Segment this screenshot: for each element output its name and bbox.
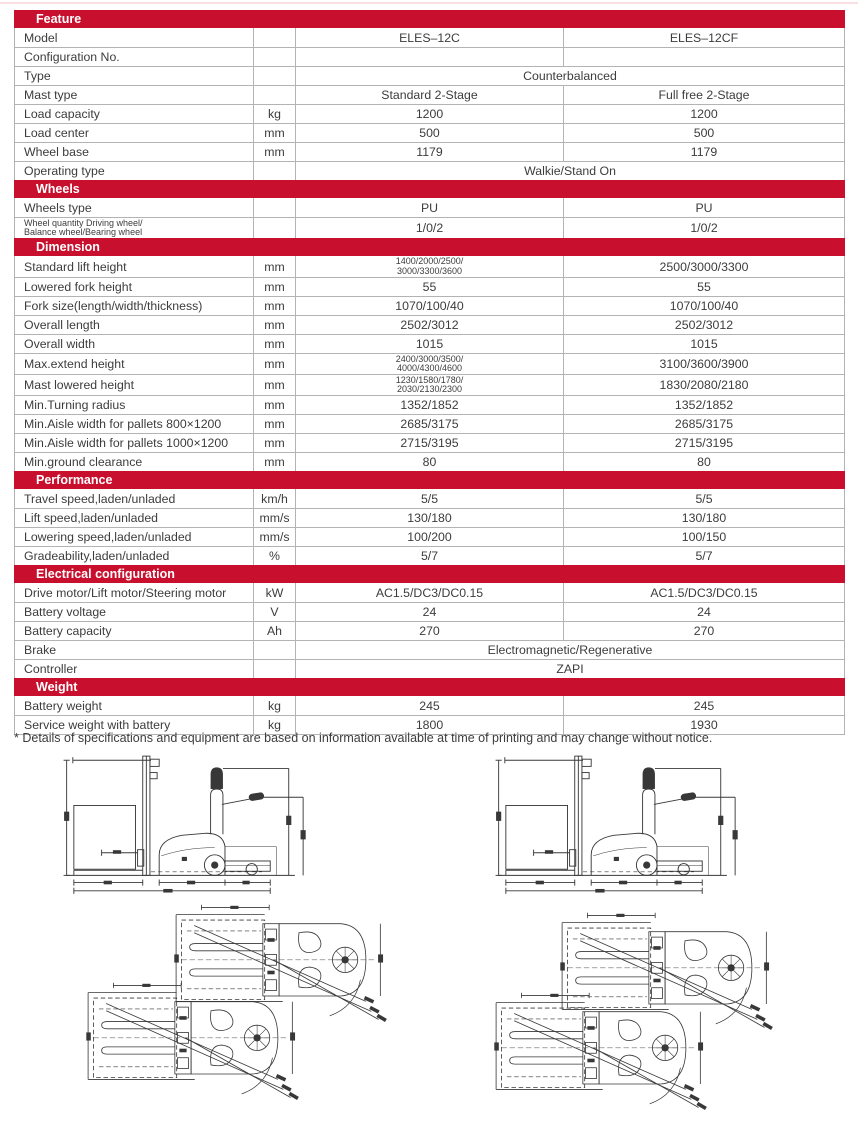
spec-label-cell — [15, 143, 254, 161]
spec-label: Load capacity — [24, 107, 100, 121]
spec-row — [15, 583, 844, 602]
value-cell-eles-12cf: PU — [695, 200, 713, 215]
unit-cell: mm — [254, 335, 296, 353]
spec-row — [15, 489, 844, 508]
value-cell-eles-12c: 1200 — [296, 105, 564, 123]
spec-label: Min.Aisle width for pallets 800×1200 — [24, 417, 222, 431]
spec-label-cell — [15, 509, 254, 527]
spec-row — [15, 277, 844, 296]
spec-label: Standard lift height — [24, 259, 127, 274]
value-cell-eles-12cf: 245 — [693, 698, 715, 713]
value-cell-eles-12c — [296, 256, 564, 277]
spec-row — [15, 85, 844, 104]
value-cell-eles-12cf: 2715/3195 — [674, 436, 734, 450]
value-cell-eles-12c: PU — [296, 198, 564, 217]
spec-label: Mast lowered height — [24, 378, 135, 392]
spec-label: Min.ground clearance — [24, 455, 143, 469]
spec-label: Model — [24, 30, 58, 45]
value-cell-eles-12c: 2715/3195 — [296, 434, 564, 452]
unit-cell: mm — [254, 415, 296, 433]
top-accent-line — [0, 2, 858, 4]
spec-label: Wheel base — [24, 145, 89, 159]
spec-label: Battery capacity — [24, 624, 112, 638]
spec-row — [15, 217, 844, 238]
value-cell-eles-12cf: 80 — [697, 455, 711, 469]
spec-row — [15, 334, 844, 353]
spec-row — [15, 640, 844, 659]
section-header-weight — [14, 678, 845, 696]
value-cell-eles-12cf: 5/7 — [695, 549, 713, 563]
value-cell-eles-12cf: AC1.5/DC3/DC0.15 — [650, 585, 758, 600]
spec-label-cell — [15, 528, 254, 546]
spec-row — [15, 256, 844, 277]
spec-row — [15, 47, 844, 66]
spec-row — [15, 374, 844, 395]
spec-label: Battery voltage — [24, 605, 107, 619]
value-line1: 1230/1580/1780/ — [395, 375, 464, 385]
spec-row — [15, 66, 844, 85]
spec-label-cell — [15, 434, 254, 452]
spec-label-cell — [15, 660, 254, 678]
unit-cell: % — [254, 547, 296, 565]
unit-cell: kg — [254, 696, 296, 715]
spec-label-cell — [15, 278, 254, 296]
value-cell-eles-12cf: 24 — [697, 605, 711, 619]
value-cell-eles-12cf: 1070/100/40 — [669, 299, 739, 313]
unit-cell — [254, 86, 296, 104]
unit-cell: mm — [254, 124, 296, 142]
value-cell-eles-12cf: 100/150 — [681, 530, 727, 544]
unit-cell: mm — [254, 316, 296, 334]
unit-cell: mm — [254, 354, 296, 374]
value-cell-eles-12cf: 1830/2080/2180 — [659, 378, 749, 392]
spec-row — [15, 142, 844, 161]
spec-label: Battery weight — [24, 698, 102, 713]
unit-cell — [254, 67, 296, 85]
unit-cell — [254, 162, 296, 180]
value-cell-eles-12c: 1352/1852 — [296, 396, 564, 414]
spec-label: Service weight with battery — [24, 718, 171, 732]
spec-row — [15, 315, 844, 334]
unit-cell — [254, 641, 296, 659]
unit-cell: Ah — [254, 622, 296, 640]
unit-cell: mm — [254, 143, 296, 161]
value-cell-eles-12c: 2502/3012 — [296, 316, 564, 334]
spec-row — [15, 353, 844, 374]
spec-label-cell — [15, 198, 254, 217]
value-cell-eles-12c: 80 — [296, 453, 564, 471]
footnote: * Details of specifications and equipment are based on information available at time of printing and may change without notice. — [14, 731, 713, 745]
unit-cell — [254, 28, 296, 47]
value-cell-eles-12c: 1/0/2 — [296, 218, 564, 238]
section-header-label: Performance — [36, 473, 113, 487]
value-cell-eles-12cf: 1179 — [690, 145, 718, 159]
value-line2: 4000/4300/4600 — [396, 363, 463, 373]
value-cell-eles-12cf: 2500/3000/3300 — [659, 259, 749, 274]
spec-label: Wheel quantity Driving wheel/ — [24, 218, 143, 228]
spec-label-line2: Balance wheel/Bearing wheel — [24, 227, 143, 237]
spec-label: Gradeability,laden/unladed — [24, 549, 170, 563]
spec-label: Max.extend height — [24, 357, 125, 371]
value-cell-eles-12cf: ELES–12CF — [669, 30, 739, 45]
value-cell-eles-12c: 245 — [296, 696, 564, 715]
spec-label-cell — [15, 28, 254, 47]
section-header-feature — [14, 10, 845, 28]
section-header-label: Electrical configuration — [36, 567, 175, 581]
spec-label: Lowering speed,laden/unladed — [24, 530, 192, 544]
spec-label-cell — [15, 415, 254, 433]
spec-label-cell — [15, 375, 254, 395]
section-header-label: Feature — [36, 12, 82, 26]
spec-label-cell — [15, 453, 254, 471]
section-header-performance — [14, 471, 845, 489]
spec-row — [15, 508, 844, 527]
spec-label: Load center — [24, 126, 89, 140]
value-line1: 2400/3000/3500/ — [395, 354, 464, 364]
spec-label-cell — [15, 297, 254, 315]
value-cell-eles-12c: 5/7 — [296, 547, 564, 565]
spec-row — [15, 659, 844, 678]
value-cell-both-models: Electromagnetic/Regenerative — [487, 643, 653, 657]
value-cell-eles-12cf: 1352/1852 — [674, 398, 734, 412]
unit-cell: mm — [254, 278, 296, 296]
spec-label: Brake — [24, 643, 57, 657]
top-view-turning-drawing-left-lower — [84, 980, 310, 1102]
value-cell-eles-12cf: 1200 — [690, 107, 718, 121]
value-cell-eles-12cf: 1015 — [690, 337, 718, 351]
section-header-wheels — [14, 180, 845, 198]
value-cell-eles-12c: 55 — [296, 278, 564, 296]
value-cell-both-models: Counterbalanced — [523, 69, 617, 83]
spec-label-cell — [15, 67, 254, 85]
spec-label: Wheels type — [24, 200, 92, 215]
value-cell-eles-12c: Standard 2-Stage — [296, 86, 564, 104]
spec-label-cell — [15, 335, 254, 353]
spec-label-cell — [15, 124, 254, 142]
value-cell-eles-12cf: 2502/3012 — [674, 318, 734, 332]
value-cell-eles-12c: 1015 — [296, 335, 564, 353]
spec-label-cell — [15, 622, 254, 640]
spec-label: Drive motor/Lift motor/Steering motor — [24, 585, 227, 600]
side-view-drawing-right — [490, 752, 752, 898]
unit-cell: kg — [254, 105, 296, 123]
value-cell-eles-12cf: 5/5 — [695, 491, 713, 506]
value-cell-eles-12c: 1179 — [296, 143, 564, 161]
spec-row — [15, 414, 844, 433]
value-cell-eles-12c: ELES–12C — [296, 28, 564, 47]
unit-cell: mm/s — [254, 509, 296, 527]
value-cell-eles-12cf: 1/0/2 — [690, 221, 718, 235]
value-cell-both-models: Walkie/Stand On — [524, 164, 616, 178]
value-cell-eles-12c: 5/5 — [296, 489, 564, 508]
spec-label: Mast type — [24, 88, 78, 102]
value-cell-eles-12c: 130/180 — [296, 509, 564, 527]
spec-row — [15, 161, 844, 180]
unit-cell: mm — [254, 396, 296, 414]
spec-label: Lift speed,laden/unladed — [24, 511, 159, 525]
spec-label-cell — [15, 603, 254, 621]
unit-cell: mm — [254, 375, 296, 395]
value-cell-eles-12c: AC1.5/DC3/DC0.15 — [296, 583, 564, 602]
unit-cell: mm — [254, 453, 296, 471]
spec-label: Min.Aisle width for pallets 1000×1200 — [24, 436, 229, 450]
spec-label: Overall width — [24, 337, 96, 351]
value-cell-eles-12cf: 130/180 — [681, 511, 727, 525]
top-view-turning-drawing-right-lower — [492, 990, 718, 1112]
spec-row — [15, 104, 844, 123]
unit-cell: kg — [254, 716, 296, 734]
section-header-label: Weight — [36, 680, 78, 694]
unit-cell: mm — [254, 434, 296, 452]
spec-row — [15, 602, 844, 621]
spec-label-cell — [15, 48, 254, 66]
spec-row — [15, 546, 844, 565]
spec-label: Min.Turning radius — [24, 398, 126, 412]
value-cell-eles-12cf: 2685/3175 — [674, 417, 734, 431]
technical-drawings — [0, 752, 858, 1142]
spec-row — [15, 198, 844, 217]
section-header-label: Dimension — [36, 240, 100, 254]
spec-row — [15, 296, 844, 315]
value-line2: 2030/2130/2300 — [396, 384, 463, 394]
value-cell-both-models: ZAPI — [556, 662, 584, 676]
spec-label-cell — [15, 105, 254, 123]
value-cell-eles-12c: 24 — [296, 603, 564, 621]
spec-label-cell — [15, 396, 254, 414]
unit-cell — [254, 198, 296, 217]
value-cell-eles-12cf: 55 — [697, 280, 711, 294]
spec-row — [15, 28, 844, 47]
value-cell-eles-12c — [296, 354, 564, 374]
spec-label-cell — [15, 583, 254, 602]
spec-row — [15, 527, 844, 546]
side-view-drawing-left — [58, 752, 320, 898]
value-cell-eles-12cf: 3100/3600/3900 — [659, 357, 749, 371]
value-cell-eles-12cf: 500 — [693, 126, 715, 140]
spec-label: Configuration No. — [24, 50, 120, 64]
spec-row — [15, 621, 844, 640]
value-cell-eles-12cf: 1930 — [690, 718, 718, 732]
spec-label: Lowered fork height — [24, 280, 133, 294]
spec-label-cell — [15, 354, 254, 374]
value-cell-eles-12cf: Full free 2-Stage — [658, 88, 750, 102]
value-cell-eles-12cf — [564, 48, 844, 66]
value-cell-eles-12c: 270 — [296, 622, 564, 640]
spec-label: Controller — [24, 662, 78, 676]
unit-cell: mm/s — [254, 528, 296, 546]
value-cell-eles-12cf: 270 — [693, 624, 715, 638]
unit-cell — [254, 48, 296, 66]
spec-label-cell — [15, 86, 254, 104]
value-cell-eles-12c — [296, 48, 564, 66]
unit-cell: mm — [254, 256, 296, 277]
spec-label: Fork size(length/width/thickness) — [24, 299, 203, 313]
unit-cell — [254, 660, 296, 678]
spec-row — [15, 696, 844, 715]
unit-cell: km/h — [254, 489, 296, 508]
spec-label-cell — [15, 162, 254, 180]
spec-label-cell — [15, 316, 254, 334]
spec-label: Travel speed,laden/unladed — [24, 491, 176, 506]
section-header-dimension — [14, 238, 845, 256]
value-cell-eles-12c: 2685/3175 — [296, 415, 564, 433]
spec-row — [15, 395, 844, 414]
section-header-label: Wheels — [36, 182, 80, 196]
value-cell-eles-12c: 1070/100/40 — [296, 297, 564, 315]
spec-label-cell — [15, 218, 254, 238]
unit-cell: mm — [254, 297, 296, 315]
spec-label-cell — [15, 489, 254, 508]
spec-label: Operating type — [24, 164, 105, 178]
spec-label-cell — [15, 547, 254, 565]
spec-label: Type — [24, 69, 51, 83]
unit-cell — [254, 218, 296, 238]
unit-cell: kW — [254, 583, 296, 602]
value-cell-eles-12c: 500 — [296, 124, 564, 142]
spec-row — [15, 452, 844, 471]
spec-label-cell — [15, 641, 254, 659]
value-cell-eles-12c — [296, 375, 564, 395]
unit-cell: V — [254, 603, 296, 621]
spec-label: Overall length — [24, 318, 100, 332]
spec-label-cell — [15, 256, 254, 277]
value-cell-eles-12c: 100/200 — [296, 528, 564, 546]
spec-row — [15, 433, 844, 452]
spec-row — [15, 123, 844, 142]
spec-table — [14, 10, 845, 735]
value-line1: 1400/2000/2500/ — [395, 256, 464, 266]
section-header-electrical-configuration — [14, 565, 845, 583]
value-cell-eles-12c: 1800 — [296, 716, 564, 734]
value-line2: 3000/3300/3600 — [396, 265, 463, 276]
spec-label-cell — [15, 696, 254, 715]
